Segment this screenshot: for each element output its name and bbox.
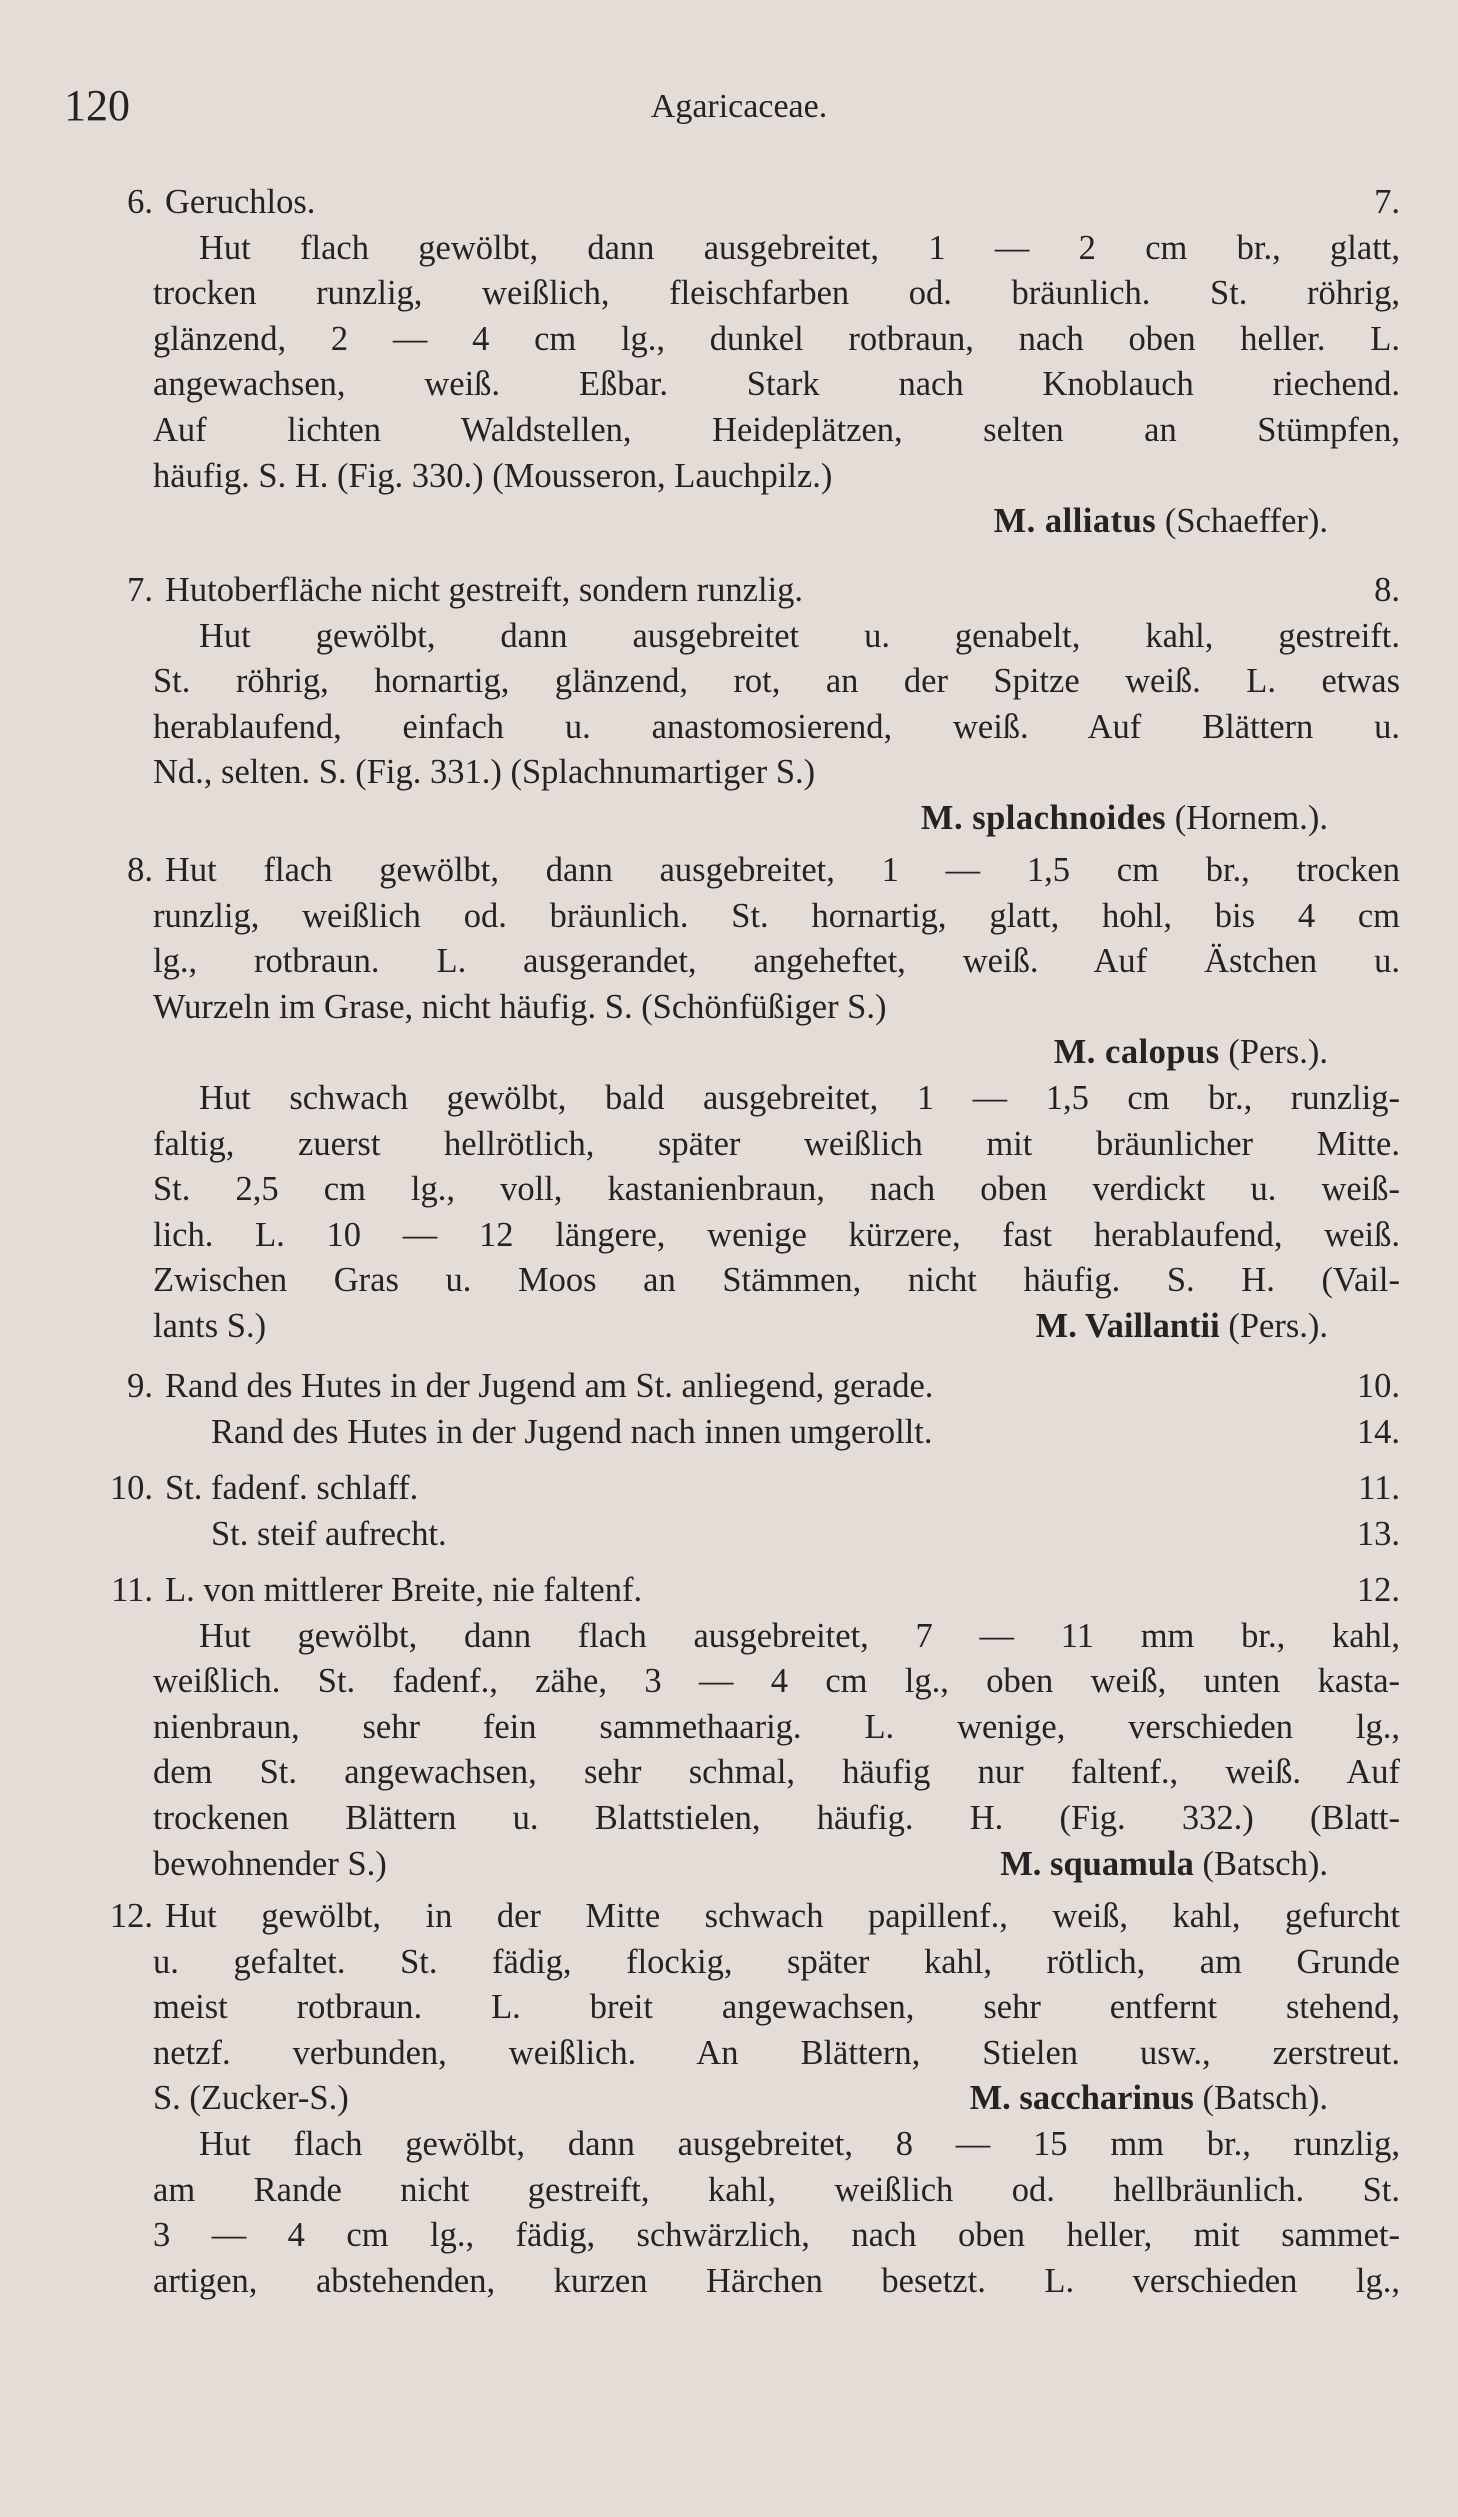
running-title: Agaricaceae. <box>650 88 828 125</box>
page-header <box>0 80 1458 140</box>
key-entry-8: 8. Hut flach gewölbt, dann ausgebreitet, 1 — 1,5 cm br., trocken runzlig, weißlich od. bräunlich. St. hornartig, glatt, hohl, bis 4 cm lg., rotbraun. L. ausgerandet, angeheftet, weiß. Auf Ästchen u. Wurzeln im Grase, nicht häufig. S. (Schönfüßiger S.) M. calopus (Pers.). Hut schwach gewölbt, bald ausgebreitet, 1 — 1,5 cm br., runzlig- faltig, zuerst hellrötlich, später weißlich mit bräunlicher Mitte. St. 2,5 cm lg., voll, kastanienbraun, nach oben verdickt u. weiß- lich. L. 10 — 12 längere, wenige kürzere, fast herablaufend, weiß. Zwischen Gras u. Moos an Stämmen, nicht häufig. S. H. (Vail- lants S.) M. Vaillantii (Pers.). <box>127 851 1400 1345</box>
key-entry-10: 10. St. fadenf. schlaff. 11. St. steif aufrecht. 13. <box>109 1469 1400 1553</box>
species-name: M. calopus (Pers.). <box>1053 1033 1328 1072</box>
key-entry-12: 12. Hut gewölbt, in der Mitte schwach papillenf., weiß, kahl, gefurcht u. gefaltet. St. fädig, flockig, später kahl, rötlich, am Grunde meist rotbraun. L. breit angewachsen, sehr entfernt stehend, netzf. verbunden, weißlich. An Blättern, Stielen usw., zerstreut. S. (Zucker-S.) M. saccharinus (Batsch). Hut flach gewölbt, dann ausgebreitet, 8 — 15 mm br., runzlig, am Rande nicht gestreift, kahl, weißlich od. hellbräunlich. St. 3 — 4 cm lg., fädig, schwärzlich, nach oben heller, mit sammet- artigen, abstehenden, kurzen Härchen besetzt. L. verschieden lg., <box>109 1897 1400 2300</box>
key-entry-6: 6. Geruchlos. 7. Hut flach gewölbt, dann ausgebreitet, 1 — 2 cm br., glatt, trocken runzlig, weißlich, fleischfarben od. bräunlich. St. röhrig, glänzend, 2 — 4 cm lg., dunkel rotbraun, nach oben heller. L. angewachsen, weiß. Eßbar. Stark nach Knoblauch riechend. Auf lichten Waldstellen, Heideplätzen, selten an Stümpfen, häufig. S. H. (Fig. 330.) (Mousseron, Lauchpilz.) M. alliatus (Schaeffer). <box>75 180 1400 545</box>
key-entry-11: 11. L. von mittlerer Breite, nie faltenf. 12. Hut gewölbt, dann flach ausgebreitet, 7 — 11 mm br., kahl, weißlich. St. fadenf., zähe, 3 — 4 cm lg., oben weiß, unten kasta- nienbraun, sehr fein sammethaarig. L. wenige, verschieden lg., dem St. angewachsen, sehr schmal, häufig nur faltenf., weiß. Auf trockenen Blättern u. Blattstielen, häufig. H. (Fig. 332.) (Blatt- bewohnender S.) M. squamula (Batsch). <box>111 1571 1400 1883</box>
species-name: M. alliatus (Schaeffer). <box>993 502 1328 541</box>
key-entry-9: 9. Rand des Hutes in der Jugend am St. anliegend, gerade. 10. Rand des Hutes in der Jugend nach innen umgerollt. 14. <box>127 1367 1400 1451</box>
page-number: 120 <box>64 81 130 130</box>
key-entry-7: 7. Hutoberfläche nicht gestreift, sondern runzlig. 8. Hut gewölbt, dann ausgebreitet u. genabelt, kahl, gestreift. St. röhrig, hornartig, glänzend, rot, an der Spitze weiß. L. etwas herablaufend, einfach u. anastomosierend, weiß. Auf Blättern u. Nd., selten. S. (Fig. 331.) (Splachnumartiger S.) M. splachnoides (Hornem.). <box>75 568 1400 842</box>
species-name: M. splachnoides (Hornem.). <box>920 798 1328 837</box>
